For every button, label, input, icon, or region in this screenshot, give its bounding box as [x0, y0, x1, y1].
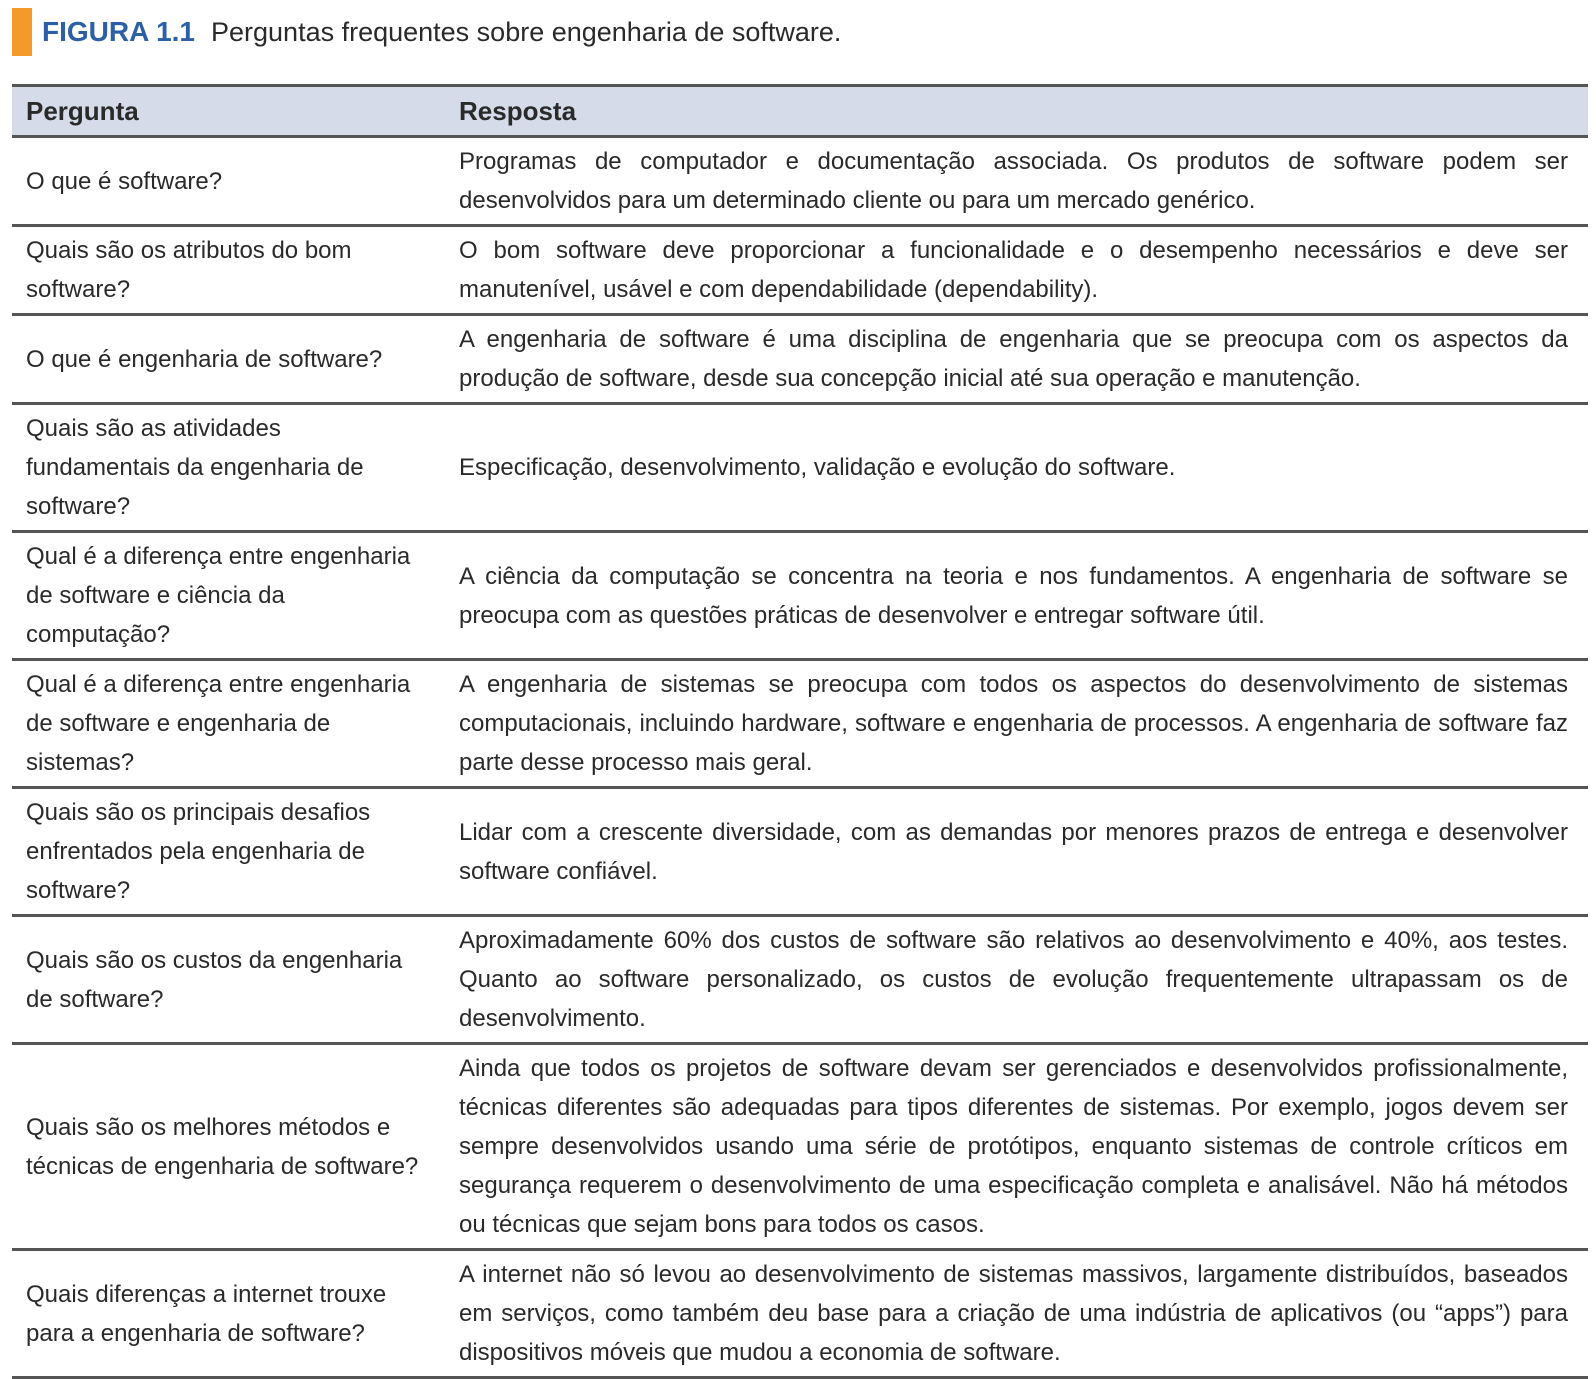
answer-cell: A internet não só levou ao desenvolvimento de sistemas massivos, largamente distribuídos, baseados em serviços, como também deu base para a criação de uma indústria de aplicativos (ou “apps”) para dispositivos móveis que mudou a economia de software. [445, 1250, 1588, 1378]
answer-cell: A engenharia de software é uma disciplina de engenharia que se preocupa com os aspectos da produção de software, desde sua concepção inicial até sua operação e manutenção. [445, 315, 1588, 404]
question-cell: Qual é a diferença entre engenharia de software e ciência da computação? [12, 532, 445, 660]
answer-cell: Programas de computador e documentação associada. Os produtos de software podem ser desenvolvidos para um determinado cliente ou para um mercado genérico. [445, 137, 1588, 226]
figure-label: FIGURA 1.1 [42, 16, 195, 47]
answer-cell: Aproximadamente 60% dos custos de software são relativos ao desenvolvimento e 40%, aos testes. Quanto ao software personalizado, os custos de evolução frequentemente ultrapassam os de desenvolvimento. [445, 916, 1588, 1044]
answer-cell: O bom software deve proporcionar a funcionalidade e o desempenho necessários e deve ser manutenível, usável e com dependabilidade (dependability). [445, 226, 1588, 315]
question-cell: Quais são as atividades fundamentais da engenharia de software? [12, 404, 445, 532]
table-header-row [12, 86, 1588, 137]
faq-table [12, 84, 1588, 1379]
answer-cell: Ainda que todos os projetos de software devam ser gerenciados e desenvolvidos profissionalmente, técnicas diferentes são adequadas para tipos diferentes de sistemas. Por exemplo, jogos devem ser sempre desenvolvidos usando uma série de protótipos, enquanto sistemas de controle críticos em segurança requerem o desenvolvimento de uma especificação completa e analisável. Não há métodos ou técnicas que sejam bons para todos os casos. [445, 1044, 1588, 1250]
table-row [12, 1044, 1588, 1250]
column-header-question: Pergunta [12, 86, 445, 137]
table-row [12, 404, 1588, 532]
figure-caption: Perguntas frequentes sobre engenharia de software. [211, 16, 842, 47]
faq-table-container [12, 84, 1588, 1379]
table-row [12, 226, 1588, 315]
table-row [12, 660, 1588, 788]
figure-header [12, 8, 841, 56]
question-cell: Quais são os atributos do bom software? [12, 226, 445, 315]
table-row [12, 137, 1588, 226]
column-header-answer: Resposta [445, 86, 1588, 137]
question-cell: Qual é a diferença entre engenharia de software e engenharia de sistemas? [12, 660, 445, 788]
question-cell: Quais são os melhores métodos e técnicas de engenharia de software? [12, 1044, 445, 1250]
question-cell: Quais são os custos da engenharia de software? [12, 916, 445, 1044]
answer-cell: Lidar com a crescente diversidade, com as demandas por menores prazos de entrega e desenvolver software confiável. [445, 788, 1588, 916]
answer-cell: A ciência da computação se concentra na teoria e nos fundamentos. A engenharia de software se preocupa com as questões práticas de desenvolver e entregar software útil. [445, 532, 1588, 660]
table-row [12, 1250, 1588, 1378]
answer-cell: Especificação, desenvolvimento, validação e evolução do software. [445, 404, 1588, 532]
table-row [12, 315, 1588, 404]
figure-accent-marker [12, 8, 32, 56]
question-cell: Quais são os principais desafios enfrentados pela engenharia de software? [12, 788, 445, 916]
table-row [12, 788, 1588, 916]
question-cell: O que é software? [12, 137, 445, 226]
question-cell: O que é engenharia de software? [12, 315, 445, 404]
table-row [12, 916, 1588, 1044]
answer-cell: A engenharia de sistemas se preocupa com todos os aspectos do desenvolvimento de sistemas computacionais, incluindo hardware, software e engenharia de processos. A engenharia de software faz parte desse processo mais geral. [445, 660, 1588, 788]
table-row [12, 532, 1588, 660]
question-cell: Quais diferenças a internet trouxe para a engenharia de software? [12, 1250, 445, 1378]
